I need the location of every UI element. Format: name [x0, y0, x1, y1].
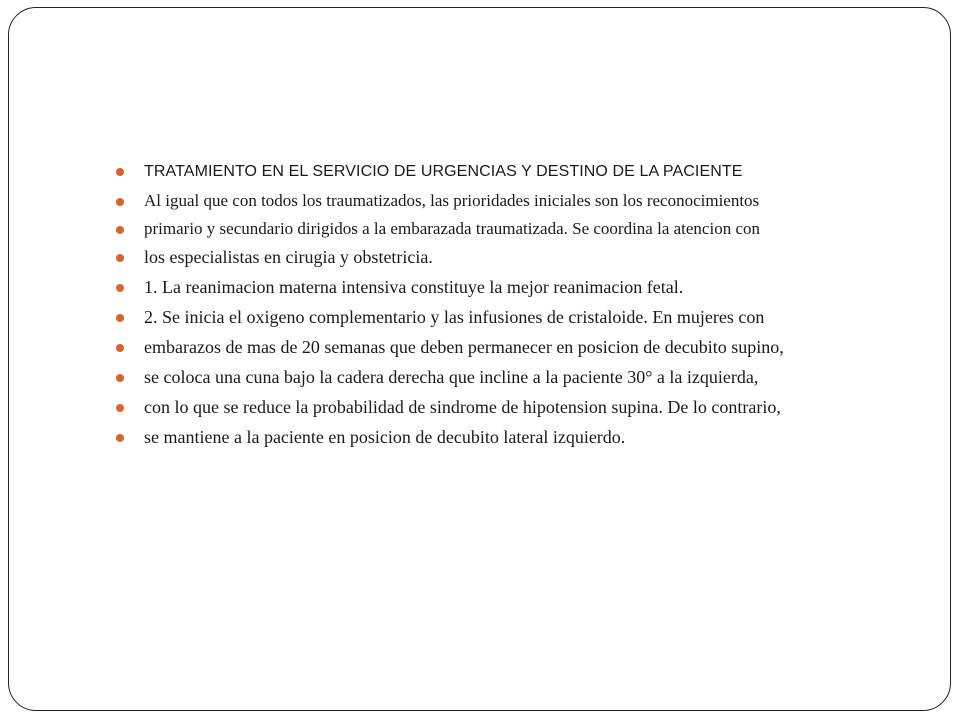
- bullet-text: los especialistas en cirugia y obstetricia.: [144, 247, 433, 267]
- bullet-text: 1. La reanimacion materna intensiva constituye la mejor reanimacion fetal.: [144, 277, 684, 297]
- list-item: [115, 427, 915, 448]
- list-item: [115, 307, 915, 328]
- list-item: [115, 277, 915, 298]
- list-item: [115, 191, 915, 210]
- bullet-text: primario y secundario dirigidos a la embarazada traumatizada. Se coordina la atencion con: [144, 219, 760, 238]
- bullet-dot-icon: [116, 254, 124, 262]
- list-item: [115, 247, 915, 268]
- bullet-dot-icon: [116, 374, 124, 382]
- bullet-dot-icon: [116, 198, 124, 206]
- list-item: [115, 219, 915, 238]
- list-item: [115, 397, 915, 418]
- bullet-dot-icon: [116, 284, 124, 292]
- bullet-text: TRATAMIENTO EN EL SERVICIO DE URGENCIAS Y DESTINO DE LA PACIENTE: [144, 163, 743, 180]
- bullet-text: se coloca una cuna bajo la cadera derecha que incline a la paciente 30° a la izquierda,: [144, 367, 759, 387]
- bullet-text: con lo que se reduce la probabilidad de sindrome de hipotension supina. De lo contrario,: [144, 397, 781, 417]
- bullet-list: [115, 161, 915, 457]
- bullet-text: 2. Se inicia el oxigeno complementario y las infusiones de cristaloide. En mujeres con: [144, 307, 765, 327]
- bullet-text: Al igual que con todos los traumatizados, las prioridades iniciales son los reconocimientos: [144, 191, 760, 210]
- list-item: [115, 161, 915, 182]
- bullet-dot-icon: [116, 226, 124, 234]
- list-item: [115, 367, 915, 388]
- bullet-text: embarazos de mas de 20 semanas que deben permanecer en posicion de decubito supino,: [144, 337, 784, 357]
- list-item: [115, 337, 915, 358]
- slide-frame: [8, 7, 951, 711]
- bullet-dot-icon: [116, 344, 124, 352]
- bullet-dot-icon: [116, 314, 124, 322]
- bullet-dot-icon: [116, 404, 124, 412]
- bullet-text: se mantiene a la paciente en posicion de decubito lateral izquierdo.: [144, 427, 626, 447]
- bullet-dot-icon: [116, 168, 124, 176]
- bullet-dot-icon: [116, 434, 124, 442]
